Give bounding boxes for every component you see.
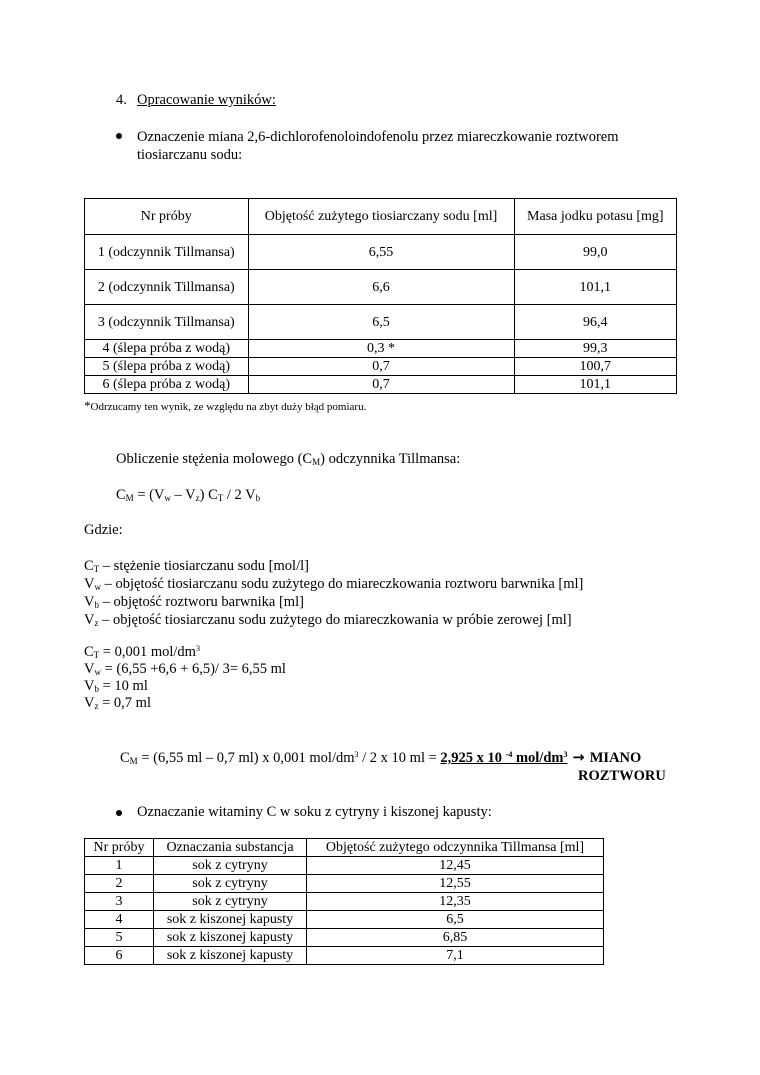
- value-item: $V_b = 10$ ml: [84, 678, 148, 694]
- table-cell: 5: [85, 929, 154, 947]
- table-header-cell: Oznaczania substancja: [154, 839, 307, 857]
- table-cell: 5 (ślepa próba z wodą): [85, 358, 249, 376]
- table-cell: 4: [85, 911, 154, 929]
- table-row: [85, 893, 604, 911]
- definition-item: $V_z$ – objętość tiosiarczanu sodu zużytego do miareczkowania w próbie zerowej [ml]: [84, 612, 572, 628]
- bullet-text-vitamin-c: Oznaczanie witaminy C w soku z cytryny i kiszonej kapusty:: [137, 804, 492, 820]
- table-row: [85, 235, 677, 270]
- table-cell: 6,55: [248, 235, 514, 270]
- table-cell: 0,3 *: [248, 340, 514, 358]
- table-cell: 96,4: [514, 305, 676, 340]
- table-cell: 2: [85, 875, 154, 893]
- table-cell: 6,5: [307, 911, 604, 929]
- section-title: Opracowanie wyników:: [137, 92, 276, 108]
- section-number: 4.: [116, 92, 127, 108]
- definition-item: $V_w$ – objętość tiosiarczanu sodu zużytego do miareczkowania roztworu barwnika [ml]: [84, 576, 584, 592]
- table-cell: 99,3: [514, 340, 676, 358]
- table-footnote: *Odrzucamy ten wynik, ze względu na zbyt duży błąd pomiaru.: [84, 398, 367, 413]
- table-cell: 12,45: [307, 857, 604, 875]
- arrow-right-icon: →: [567, 750, 590, 766]
- table-cell: 101,1: [514, 270, 676, 305]
- result-line: $C_M = (6,55$ ml – 0,7 ml) x 0,001 mol/$dm^3 / 2$ x 10 ml = 2,925 x 10 $^{-4}$ mol/$dm^3$ → MIANO: [120, 750, 642, 766]
- calc-intro: Obliczenie stężenia molowego $(C_M)$ odczynnika Tillmansa:: [116, 451, 461, 467]
- table-cell: 6,85: [307, 929, 604, 947]
- table-header-cell: Nr próby: [85, 199, 249, 235]
- table-cell: 6 (ślepa próba z wodą): [85, 376, 249, 394]
- titration-table: [84, 198, 677, 394]
- table-cell: 1 (odczynnik Tillmansa): [85, 235, 249, 270]
- values-list: [84, 644, 286, 712]
- table-cell: 6,6: [248, 270, 514, 305]
- table-header-cell: Objętość zużytego tiosiarczany sodu [ml]: [248, 199, 514, 235]
- bullet-dot: [116, 810, 122, 816]
- result-label: ROZTWORU: [578, 768, 666, 784]
- table-cell: sok z kiszonej kapusty: [154, 947, 307, 965]
- value-item: $V_z = 0,7$ ml: [84, 695, 151, 711]
- table-row: [85, 929, 604, 947]
- where-label: Gdzie:: [84, 522, 123, 538]
- table-cell: 100,7: [514, 358, 676, 376]
- table-cell: 4 (ślepa próba z wodą): [85, 340, 249, 358]
- bullet-text-titration: Oznaczenie miana 2,6-dichlorofenoloindofenolu przez miareczkowanie roztworem tiosiarczanu sodu:: [137, 129, 619, 163]
- table-cell: sok z cytryny: [154, 875, 307, 893]
- table-row: [85, 340, 677, 358]
- table-cell: 6,5: [248, 305, 514, 340]
- table-header-row: [85, 839, 604, 857]
- definition-item: $C_T$ – stężenie tiosiarczanu sodu [mol/l]: [84, 558, 309, 574]
- table-row: [85, 947, 604, 965]
- table-cell: 6: [85, 947, 154, 965]
- table-row: [85, 305, 677, 340]
- table-cell: sok z kiszonej kapusty: [154, 929, 307, 947]
- table-row: [85, 911, 604, 929]
- value-item: $V_w = (6,55 +6,6 + 6,5)/$ 3= 6,55 ml: [84, 661, 286, 677]
- table-cell: 12,55: [307, 875, 604, 893]
- table-row: [85, 358, 677, 376]
- table-cell: 99,0: [514, 235, 676, 270]
- table-cell: 3 (odczynnik Tillmansa): [85, 305, 249, 340]
- table-header-cell: Masa jodku potasu [mg]: [514, 199, 676, 235]
- table-cell: 2 (odczynnik Tillmansa): [85, 270, 249, 305]
- table-header-cell: Nr próby: [85, 839, 154, 857]
- table-cell: 3: [85, 893, 154, 911]
- table-row: [85, 875, 604, 893]
- table-header-cell: Objętość zużytego odczynnika Tillmansa [ml]: [307, 839, 604, 857]
- result-value: 2,925 x 10 $^{-4}$ mol/$dm^3$: [440, 750, 568, 766]
- bullet-dot: [116, 133, 122, 139]
- table-row: [85, 857, 604, 875]
- table-cell: 12,35: [307, 893, 604, 911]
- table-row: [85, 376, 677, 394]
- table-cell: sok z cytryny: [154, 857, 307, 875]
- table-cell: 101,1: [514, 376, 676, 394]
- table-cell: 7,1: [307, 947, 604, 965]
- definitions-list: [84, 557, 583, 629]
- vitamin-c-table: [84, 838, 604, 965]
- definition-item: $V_b$ – objętość roztworu barwnika [ml]: [84, 594, 304, 610]
- table-cell: 0,7: [248, 358, 514, 376]
- table-cell: 1: [85, 857, 154, 875]
- molar-formula: $C_M = (V_w - V_z)$ $C_T / 2$ $V_b$: [116, 487, 261, 503]
- table-cell: sok z cytryny: [154, 893, 307, 911]
- value-item: $C_T = 0,001$ mol/$dm^3$: [84, 644, 200, 660]
- table-cell: sok z kiszonej kapusty: [154, 911, 307, 929]
- table-cell: 0,7: [248, 376, 514, 394]
- table-row: [85, 270, 677, 305]
- table-header-row: [85, 199, 677, 235]
